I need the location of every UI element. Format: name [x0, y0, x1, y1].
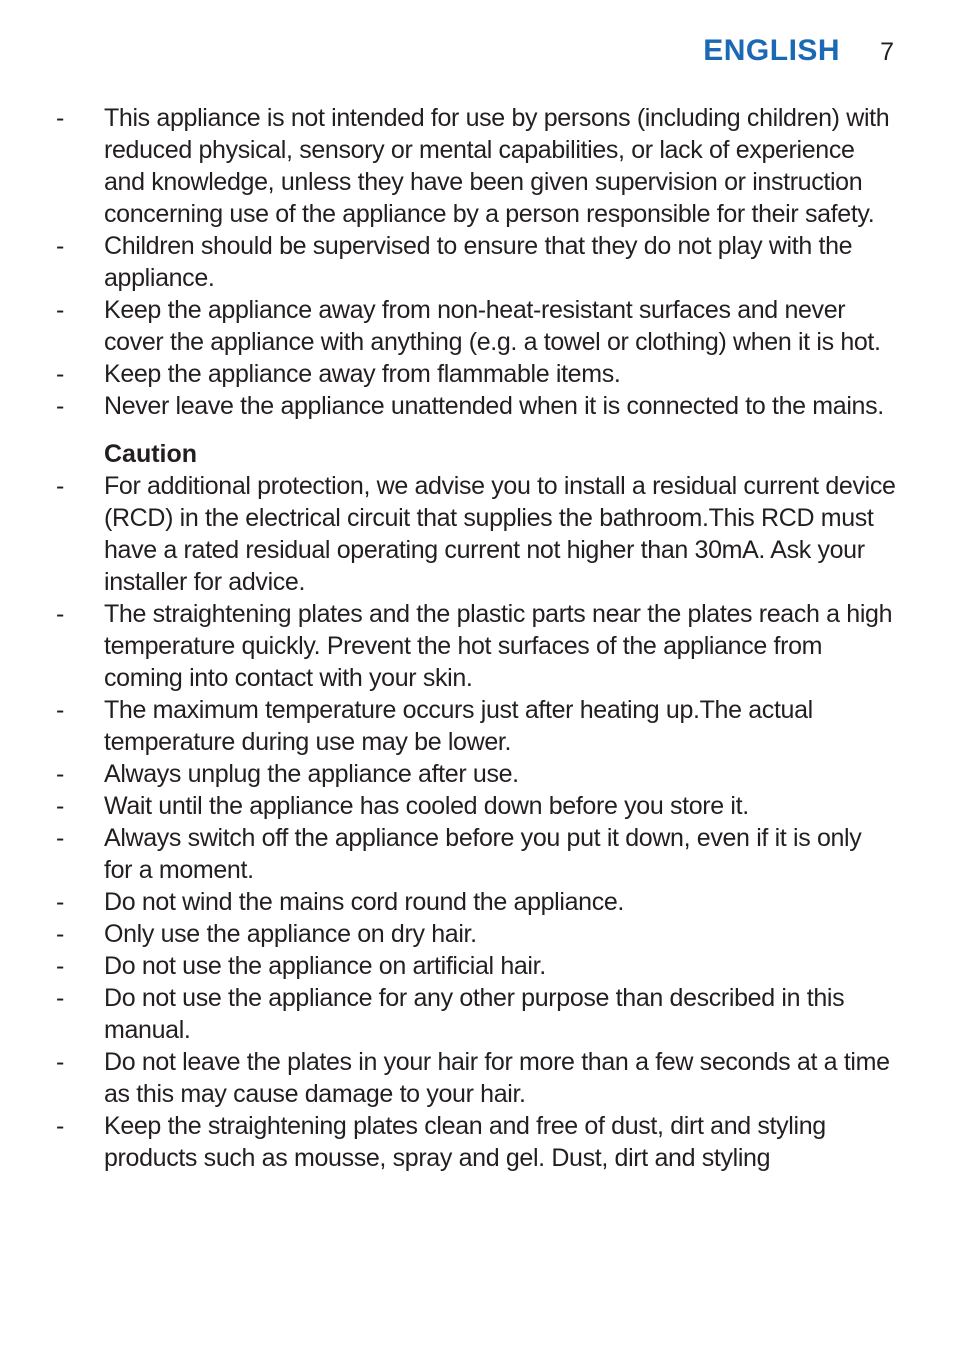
list-item-text: Only use the appliance on dry hair.	[104, 920, 477, 948]
list-item-text: Keep the straightening plates clean and free of dust, dirt and styling products such as mousse, spray and gel. Dust, dirt and styling	[104, 1112, 826, 1172]
list-item	[56, 758, 896, 790]
bullet-dash: -	[56, 296, 65, 324]
list-item-text: Do not leave the plates in your hair for more than a few seconds at a time as this may cause damage to your hair.	[104, 1048, 890, 1108]
bullet-dash: -	[56, 1112, 65, 1140]
bullet-dash: -	[56, 104, 65, 132]
list-item-text: Never leave the appliance unattended when it is connected to the mains.	[104, 392, 884, 420]
list-item	[56, 886, 896, 918]
list-item-text: For additional protection, we advise you to install a residual current device (RCD) in the electrical circuit that supplies the bathroom.This RCD must have a rated residual operating current not higher than 30mA. Ask your installer for advice.	[104, 472, 896, 596]
list-item	[56, 390, 896, 422]
list-item-text: Wait until the appliance has cooled down before you store it.	[104, 792, 749, 820]
bullet-dash: -	[56, 984, 65, 1012]
bullet-dash: -	[56, 888, 65, 916]
list-item	[56, 1046, 896, 1110]
list-item	[56, 102, 896, 230]
list-item-text: Do not wind the mains cord round the appliance.	[104, 888, 624, 916]
list-item	[56, 294, 896, 358]
bullet-dash: -	[56, 392, 65, 420]
bullet-dash: -	[56, 760, 65, 788]
list-item-text: Children should be supervised to ensure that they do not play with the appliance.	[104, 232, 853, 292]
list-item-text: The straightening plates and the plastic parts near the plates reach a high temperature quickly. Prevent the hot surfaces of the appliance from coming into contact with your skin.	[104, 600, 893, 692]
list-item-text: Keep the appliance away from non-heat-resistant surfaces and never cover the appliance with anything (e.g. a towel or clothing) when it is hot.	[104, 296, 881, 356]
list-item-text: Do not use the appliance on artificial hair.	[104, 952, 546, 980]
page-header	[703, 34, 894, 68]
bullet-dash: -	[56, 696, 65, 724]
list-item	[56, 598, 896, 694]
bullet-dash: -	[56, 232, 65, 260]
bullet-dash: -	[56, 1048, 65, 1076]
list-item	[56, 790, 896, 822]
list-item	[56, 694, 896, 758]
list-item	[56, 1110, 896, 1174]
caution-heading: Caution	[104, 440, 198, 468]
bullet-dash: -	[56, 472, 65, 500]
list-item	[56, 918, 896, 950]
list-item	[56, 822, 896, 886]
language-label: ENGLISH	[703, 34, 841, 67]
list-item-text: Do not use the appliance for any other purpose than described in this manual.	[104, 984, 845, 1044]
list-item	[56, 950, 896, 982]
page-number: 7	[880, 38, 894, 66]
list-item-text: This appliance is not intended for use by persons (including children) with reduced physical, sensory or mental capabilities, or lack of experience and knowledge, unless they have been given supervision or instruction concerning use of the appliance by a person responsible for their safety.	[104, 104, 890, 228]
bullet-dash: -	[56, 792, 65, 820]
bullet-dash: -	[56, 600, 65, 628]
list-item	[56, 982, 896, 1046]
list-item-text: Always switch off the appliance before you put it down, even if it is only for a moment.	[104, 824, 862, 884]
bullet-dash: -	[56, 824, 65, 852]
list-item-text: Always unplug the appliance after use.	[104, 760, 519, 788]
list-item-text: The maximum temperature occurs just after heating up.The actual temperature during use may be lower.	[104, 696, 813, 756]
list-item-text: Keep the appliance away from flammable items.	[104, 360, 621, 388]
list-item	[56, 470, 896, 598]
bullet-dash: -	[56, 360, 65, 388]
list-item	[56, 358, 896, 390]
bullet-dash: -	[56, 952, 65, 980]
list-item	[56, 230, 896, 294]
bullet-dash: -	[56, 920, 65, 948]
safety-instructions	[56, 102, 896, 1174]
